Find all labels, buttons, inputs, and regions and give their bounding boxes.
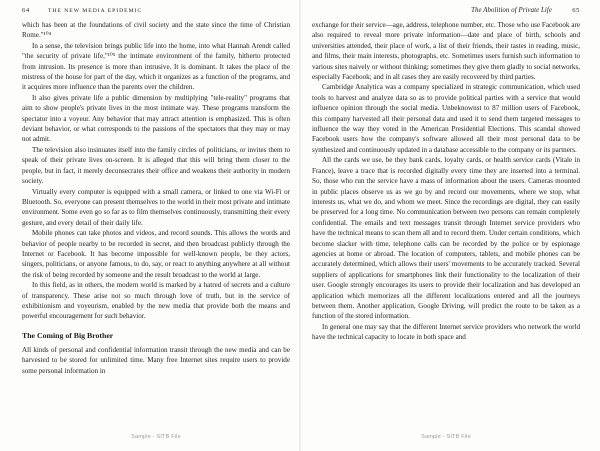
paragraph: All the cards we use, be they bank cards, loyalty cards, or health service cards (Vitale in France), leave a trace that is recorded digitally every time they are inserted into a terminal. So, those who run the service have a mass of information about the users. Cameras mounted in public places observe us as we go by and record our movements, where we stop, what interests us, what we do, and whom we meet. Since the recordings are digital, they can easily be preserved for a long time. No communication between two persons can remain completely confidential. The emails and text messages transit through Internet service providers who have the technical means to scan them all and to record them. Under certain conditions, which become slacker with time, telephone calls can be recorded by the police or by espionage agencies at home or abroad. The location of computers, tablets, and mobile phones can be accurately determined, which allows their users' movements to be accurately tracked. Several suppliers of applications for smartphones link their functionality to the localization of their user. Google strongly encourages its users to provide their localization and has developed an application which memorizes all the different localizations entered and all the journeys between them. Another application, Google Driving, will predict the route to be taken as a function of the stored information. [312,156,580,321]
right-running-header [312,5,580,17]
right-page [312,0,580,451]
paragraph: which has been at the foundations of civil society and the state since the time of Christian Rome."¹⁰⁴ [22,21,290,40]
paragraph: It also gives private life a public dimension by multiplying "tele-reality" programs that aim to show people's private lives in the most intimate way. These programs transform the spectator into a voyeur. Any behavior that may attract attention is emphasized. This is often deviant behavior, or what corresponds to the passions of the spectators that they may or may not admit. [22,93,290,144]
left-page [22,0,290,451]
section-heading: The Coming of Big Brother [22,330,114,340]
right-footer-watermark: Sample - SITB File [421,434,471,440]
paragraph: exchange for their service—age, address, telephone number, etc. Those who use Facebook are also required to reveal more private information—date and place of birth, schools and universities attended, their place of work, a list of their friends, their tastes in reading, music, and films, their main interests, photographs, etc. Sometimes users furnish such information to various sites naively or without thinking; sometimes they give them gladly to social networks, especially Facebook; and in all cases they are easily recovered by third parties. [312,21,580,82]
paragraph: Cambridge Analytica was a company specialized in strategic communication, which used tools to harvest and analyze data so as to provide political parties with a service that would influence opinion through the social media. Unbeknownst to 87 million users of Facebook, this company harvested all their personal data and used it to send them targeted messages to influence the way they voted in the American Presidential Elections. This scandal showed Facebook users how the company's software allowed all their most personal data to be synthesized and continuously updated in a database accessible to the company or its partners. [312,83,580,154]
paragraph: Virtually every computer is equipped with a small camera, or linked to one via Wi-Fi or Bluetooth. So, everyone can present themselves to the world in their most private and intimate environment. Some even go so far as to film themselves continuously, transmitting their every gesture, and every detail of their daily life. [22,187,290,227]
left-running-head-title: THE NEW MEDIA EPIDEMIC [48,8,143,14]
right-page-body [312,20,580,343]
paragraph: All kinds of personal and confidential information transit through the new media and can be harvested to be stored for unlimited time. Many free Internet sites require users to provide some personal information in [22,345,290,375]
right-page-number: 65 [572,7,580,14]
paragraph: Mobile phones can take photos and videos, and record sounds. This allows the words and behavior of people nearby to be recorded in secret, and then broadcast publicly through the Internet or Facebook. It has become impossible for well-known people, be they actors, singers, politicians, or anyone famous, to do, say, or react to anything anywhere at all without the risk of being recorded by someone and the result broadcast to the world at large. [22,229,290,279]
right-running-head-title: The Abolition of Private Life [471,7,552,14]
left-page-number: 64 [22,7,30,14]
left-page-body [22,20,290,376]
paragraph: In a sense, the television brings public life into the home, into what Hannah Arendt called "the security of private life,"¹⁰⁵ the intimate environment of the family, hitherto protected from intrusion. Its presence is more than intrusive. It is dominant. It takes the place of the mistress of the house for part of the day, which it organizes as a function of the programs, and it acquires more influence than the parents over the children. [22,41,290,92]
paragraph: The television also insinuates itself into the family circles of politicians, or invites them to speak of their private lives on-screen. It is alleged that this will bring them closer to the people, but in fact, it merely deconsecrates their office and weakens their authority in modern society. [22,145,290,186]
left-footer-watermark: Sample - SITB File [131,434,181,440]
left-running-header [22,5,290,17]
page-gutter [299,0,301,451]
paragraph: In this field, as in others, the modern world is marked by a hatred of secrets and a culture of transparency. These arise not so much through love of truth, but in the service of exhibitionism and voyeurism, enabled by the new media that provide both the means and powerful encouragement for such behavior. [22,281,290,321]
paragraph: In general one may say that the different Internet service providers who network the world have the technical capacity to locate in both space and [312,322,580,342]
